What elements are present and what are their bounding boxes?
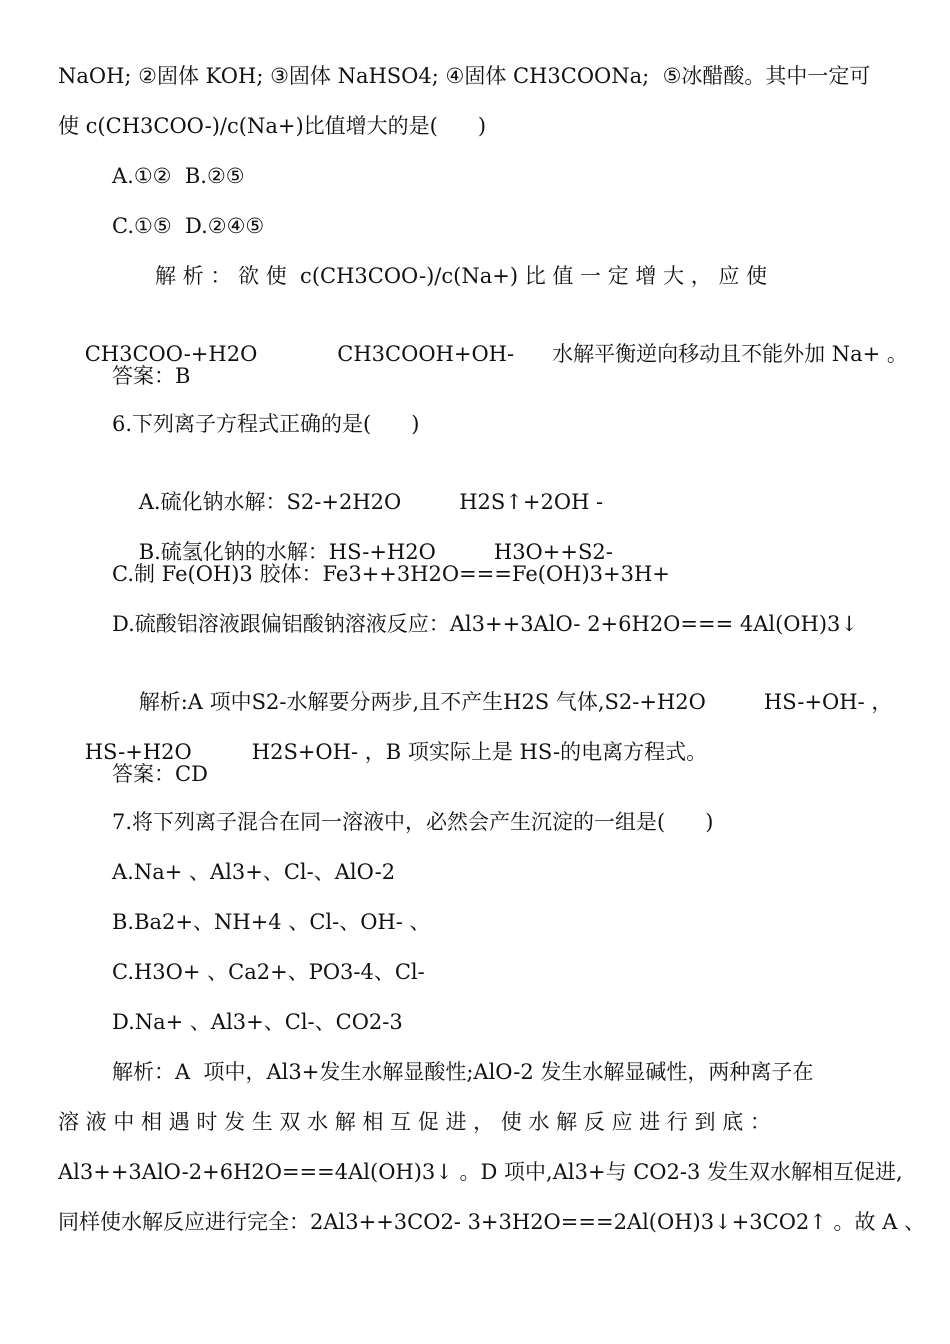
- question7-option-c: C.H3O+ 、Ca2+、PO3-4、Cl-: [112, 960, 425, 984]
- question6-option-c: C.制 Fe(OH)3 胶体：Fe3++3H2O===Fe(OH)3+3H+: [112, 562, 670, 586]
- analysis-text: 解析:A 项中S2-水解要分两步,且不产生H2S 气体,S2-+H2O: [138, 690, 706, 714]
- question7-stem: 7.将下列离子混合在同一溶液中，必然会产生沉淀的一组是( ): [112, 810, 714, 834]
- question6-option-d: D.硫酸铝溶液跟偏铝酸钠溶液反应：Al3++3AlO- 2+6H2O=== 4Al(OH)3↓: [112, 612, 858, 636]
- question5-options-ab: A.①② B.②⑤: [112, 164, 245, 188]
- question7-analysis-line1: 解析：A 项中，Al3+发生水解显酸性;AlO-2 发生水解显碱性，两种离子在: [112, 1060, 814, 1084]
- equation-left: HS-+H2O: [84, 740, 192, 764]
- question7-option-a: A.Na+ 、Al3+、Cl-、AlO-2: [112, 860, 396, 884]
- question6-answer: 答案：CD: [112, 762, 208, 786]
- question7-option-d: D.Na+ 、Al3+、Cl-、CO2-3: [112, 1010, 403, 1034]
- equation-left: B.硫氢化钠的水解：HS-+H2O: [138, 540, 436, 564]
- question7-analysis-line2: 溶 液 中 相 遇 时 发 生 双 水 解 相 互 促 进 ， 使 水 解 反 应 进 行 到 底 ：: [58, 1110, 771, 1134]
- analysis-text: 水解平衡逆向移动且不能外加 Na+ 。: [552, 342, 908, 366]
- question7-analysis-line3: Al3++3AlO-2+6H2O===4Al(OH)3↓ 。D 项中,Al3+与 CO2-3 发生双水解相互促进,: [58, 1160, 903, 1184]
- question7-option-b: B.Ba2+、NH+4 、Cl-、OH- 、: [112, 910, 431, 934]
- question5-answer: 答案：B: [112, 364, 191, 388]
- question7-analysis-line4: 同样使水解反应进行完全：2Al3++3CO2- 3+3H2O===2Al(OH)3↓+3CO2↑ 。故 A 、: [58, 1210, 926, 1234]
- question5-stem-line2: 使 c(CH3COO-)/c(Na+)比值增大的是( ): [58, 114, 487, 138]
- equation-right: H3O++S2-: [493, 540, 613, 564]
- question6-stem: 6.下列离子方程式正确的是( ): [112, 412, 420, 436]
- equation-right: H2S↑+2OH -: [459, 490, 604, 514]
- analysis-text: H2S+OH- ，B 项实际上是 HS-的电离方程式。: [251, 740, 708, 764]
- question5-options-cd: C.①⑤ D.②④⑤: [112, 214, 265, 238]
- equation-right: HS-+OH- ，: [763, 690, 893, 714]
- equation-right: CH3COOH+OH-: [337, 342, 515, 366]
- question5-analysis-line1: 解 析 ： 欲 使 c(CH3COO-)/c(Na+) 比 值 一 定 增 大 ， 应 使: [155, 264, 768, 288]
- equation-left: CH3COO-+H2O: [84, 342, 258, 366]
- equation-left: A.硫化钠水解：S2-+2H2O: [138, 490, 402, 514]
- question5-stem-line1: NaOH; ②固体 KOH; ③固体 NaHSO4; ④固体 CH3COONa; ⑤冰醋酸。其中一定可: [58, 64, 871, 88]
